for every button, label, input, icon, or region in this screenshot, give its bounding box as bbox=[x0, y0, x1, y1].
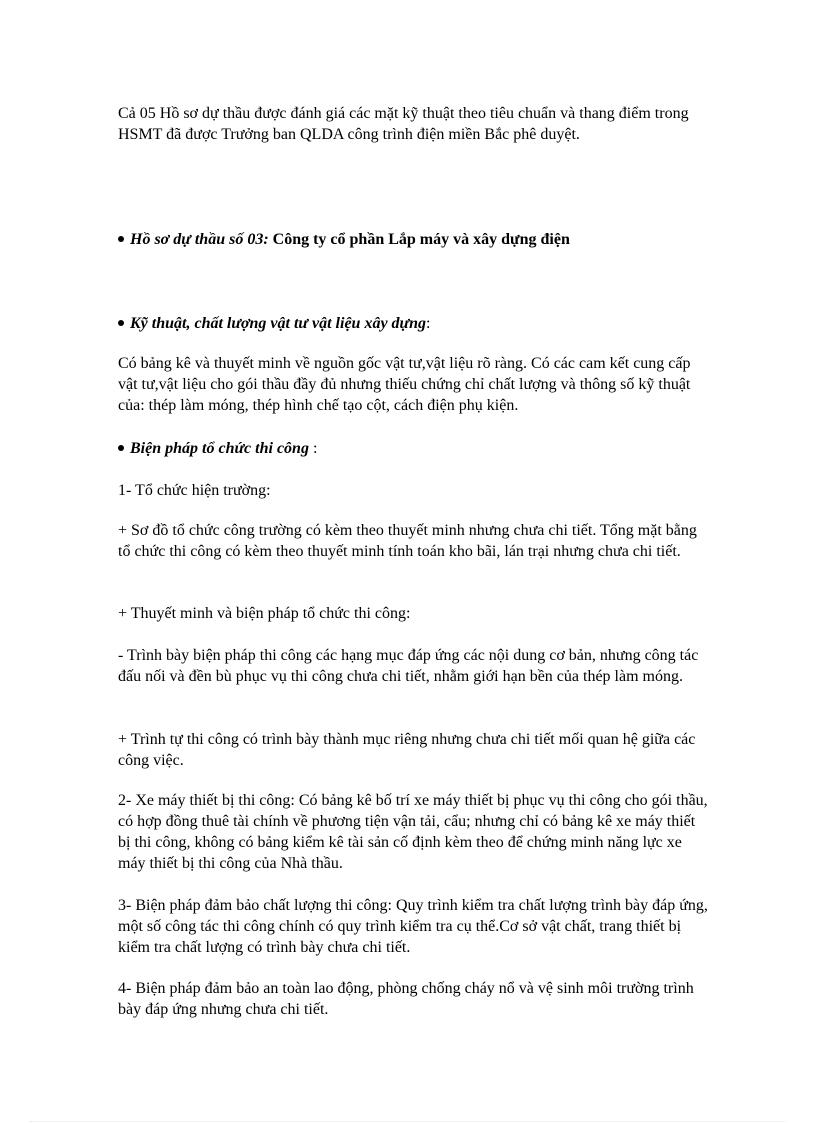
heading-materials-label: Kỹ thuật, chất lượng vật tư vật liệu xây dựng bbox=[130, 315, 427, 332]
item-1c: - Trình bày biện pháp thi công các hạng mục đáp ứng các nội dung cơ bản, nhưng công tác đấu nối và đền bù phục vụ thi công chưa chi tiết, nhằm giới hạn bền của thép làm móng. bbox=[118, 647, 699, 685]
materials-paragraph: Có bảng kê và thuyết minh về nguồn gốc vật tư,vật liệu rõ ràng. Có các cam kết cung cấp vật tư,vật liệu cho gói thầu đầy đủ nhưng thiếu chứng chỉ chất lượng và thông số kỹ thuật của: thép làm móng, thép hình chế tạo cột, cách điện phụ kiện. bbox=[118, 355, 691, 414]
item-4: 4- Biện pháp đảm bảo an toàn lao động, phòng chống cháy nổ và vệ sinh môi trường trình bày đáp ứng nhưng chưa chi tiết. bbox=[118, 980, 694, 1018]
heading-bid-03-company: Công ty cổ phần Lắp máy và xây dựng điện bbox=[268, 231, 570, 248]
heading-construction-colon: : bbox=[308, 440, 318, 457]
item-1: 1- Tổ chức hiện trường: bbox=[118, 482, 271, 499]
intro-paragraph: Cả 05 Hồ sơ dự thầu được đánh giá các mặt kỹ thuật theo tiêu chuẩn và thang điểm trong HSMT đã được Trưởng ban QLDA công trình điện miền Bắc phê duyệt. bbox=[118, 105, 689, 143]
item-1a: + Sơ đồ tổ chức công trường có kèm theo thuyết minh nhưng chưa chi tiết. Tổng mặt bằng tổ chức thi công có kèm theo thuyết minh tính toán kho bãi, lán trại nhưng chưa chi tiết. bbox=[118, 522, 697, 560]
item-1b: + Thuyết minh và biện pháp tổ chức thi công: bbox=[118, 605, 411, 622]
bullet-icon bbox=[118, 320, 124, 326]
bullet-icon bbox=[118, 236, 124, 242]
page-edge-divider bbox=[30, 1121, 786, 1122]
bullet-icon bbox=[118, 445, 124, 451]
heading-construction bbox=[118, 438, 708, 460]
heading-bid-03 bbox=[118, 229, 708, 251]
heading-materials bbox=[118, 313, 708, 335]
item-3: 3- Biện pháp đảm bảo chất lượng thi công: Quy trình kiểm tra chất lượng trình bày đáp ứng, một số công tác thi công chính có quy trình kiểm tra cụ thể.Cơ sở vật chất, trang thiết bị kiểm tra chất lượng có trình bày chưa chi tiết. bbox=[118, 897, 708, 956]
item-1d: + Trình tự thi công có trình bày thành mục riêng nhưng chưa chi tiết mối quan hệ giữa các công việc. bbox=[118, 731, 696, 769]
item-2: 2- Xe máy thiết bị thi công: Có bảng kê bố trí xe máy thiết bị phục vụ thi công cho gói thầu, có hợp đồng thuê tài chính về phương tiện vận tải, cẩu; nhưng chỉ có bảng kê xe máy thiết bị thi công, không có bảng kiểm kê tài sản cố định kèm theo để chứng minh năng lực xe máy thiết bị thi công của Nhà thầu. bbox=[118, 792, 708, 872]
heading-bid-03-label: Hồ sơ dự thầu số 03: bbox=[130, 231, 269, 248]
heading-materials-colon: : bbox=[426, 315, 431, 332]
heading-construction-label: Biện pháp tổ chức thi công bbox=[130, 440, 309, 457]
